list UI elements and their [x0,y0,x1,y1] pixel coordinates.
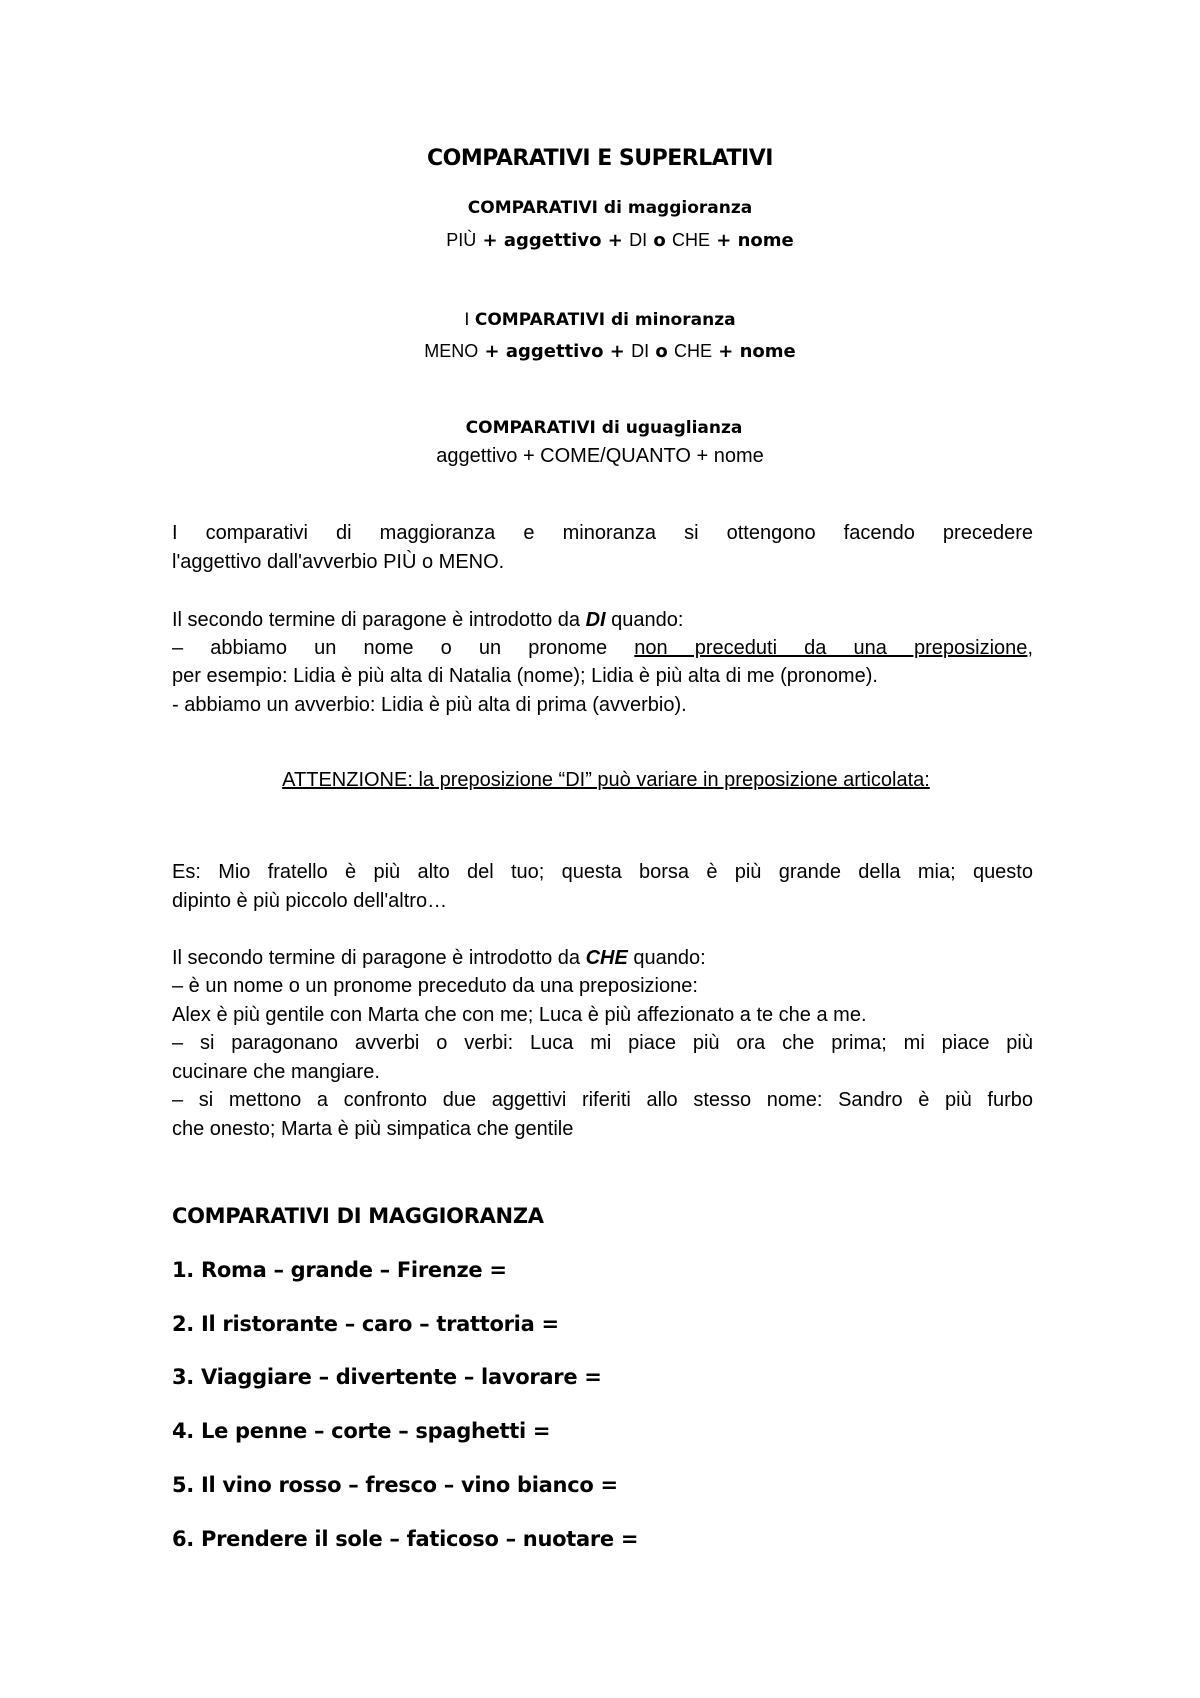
di-rule-line-1-a: Il secondo termine di paragone è introdotto da [172,609,586,631]
minoranza-formula-p1: MENO [424,341,479,361]
exercise-item: 2. Il ristorante – caro – trattoria = [172,1312,559,1336]
exercise-item: 6. Prendere il sole – faticoso – nuotare = [172,1527,639,1551]
di-rule-line-2-a: – abbiamo un nome o un pronome [172,637,635,659]
di-rule-line-1-c: quando: [605,609,684,631]
che-rule-line-1-a: Il secondo termine di paragone è introdotto da [172,947,586,969]
minoranza-heading-rest: di minoranza [605,310,736,330]
minoranza-heading [0,310,1200,330]
che-rule-line-1-c: quando: [627,947,706,969]
minoranza-formula-p4: o [649,341,674,362]
di-rule-line-3: per esempio: Lidia è più alta di Natalia (nome); Lidia è più alta di me (pronome). [172,665,878,687]
che-rule-line-4: – si paragonano avverbi o verbi: Luca mi piace più ora che prima; mi piace più [172,1032,1033,1054]
exercise-item: 4. Le penne – corte – spaghetti = [172,1419,551,1443]
examples-line-2: dipinto è più piccolo dell'altro… [172,890,448,912]
uguaglianza-heading-bold: COMPARATIVI [465,418,596,438]
minoranza-formula-p2: + aggettivo + [478,341,632,362]
maggioranza-heading-bold: COMPARATIVI [467,198,599,218]
che-rule-line-2: – è un nome o un pronome preceduto da una preposizione: [172,975,698,997]
maggioranza-formula [20,230,1200,251]
exercise-item: 1. Roma – grande – Firenze = [172,1258,507,1282]
minoranza-formula-p3: DI [631,341,650,361]
minoranza-formula-p6: + nome [712,341,796,362]
attention-note: ATTENZIONE: la preposizione “DI” può variare in preposizione articolata: [282,769,930,791]
di-rule-line-1 [172,606,1033,635]
maggioranza-formula-p3: DI [629,230,648,250]
che-rule-line-5: cucinare che mangiare. [172,1061,380,1083]
uguaglianza-formula: aggettivo + COME/QUANTO + nome [436,445,764,467]
di-rule-line-2 [172,634,1033,663]
di-rule-line-2-c: , [1027,637,1033,659]
intro-line-1: I comparativi di maggioranza e minoranza si ottengono facendo precedere [172,522,1033,544]
exercise-item: 5. Il vino rosso – fresco – vino bianco = [172,1473,618,1497]
minoranza-formula [10,341,1200,362]
che-rule-line-3: Alex è più gentile con Marta che con me; Luca è più affezionato a te che a me. [172,1004,867,1026]
exercise-heading: COMPARATIVI DI MAGGIORANZA [172,1204,544,1228]
document-title: COMPARATIVI E SUPERLATIVI [427,146,773,171]
maggioranza-formula-p6: + nome [710,230,794,251]
maggioranza-formula-p5: CHE [671,230,710,250]
maggioranza-heading [10,198,1200,218]
di-rule-line-2-underlined: non preceduti da una preposizione [634,637,1028,659]
minoranza-formula-p5: CHE [673,341,712,361]
di-rule-keyword: DI [585,609,606,631]
uguaglianza-heading [4,418,1200,438]
che-rule-line-1 [172,944,1033,973]
uguaglianza-heading-rest: di uguaglianza [595,418,743,438]
maggioranza-formula-p1: PIÙ [446,230,477,250]
intro-line-2: l'aggettivo dall'avverbio PIÙ o MENO. [172,551,505,573]
che-rule-line-6: – si mettono a confronto due aggettivi riferiti allo stesso nome: Sandro è più furbo [172,1089,1033,1111]
di-rule-line-4: - abbiamo un avverbio: Lidia è più alta di prima (avverbio). [172,694,687,716]
che-rule-line-7: che onesto; Marta è più simpatica che gentile [172,1118,574,1140]
minoranza-heading-bold: COMPARATIVI [474,310,606,330]
exercise-item: 3. Viaggiare – divertente – lavorare = [172,1365,602,1389]
che-rule-keyword: CHE [585,947,628,969]
maggioranza-heading-rest: di maggioranza [598,198,753,218]
maggioranza-formula-p4: o [647,230,672,251]
examples-line-1: Es: Mio fratello è più alto del tuo; questa borsa è più grande della mia; questo [172,861,1033,883]
minoranza-heading-prefix: I [464,310,475,330]
maggioranza-formula-p2: + aggettivo + [476,230,630,251]
